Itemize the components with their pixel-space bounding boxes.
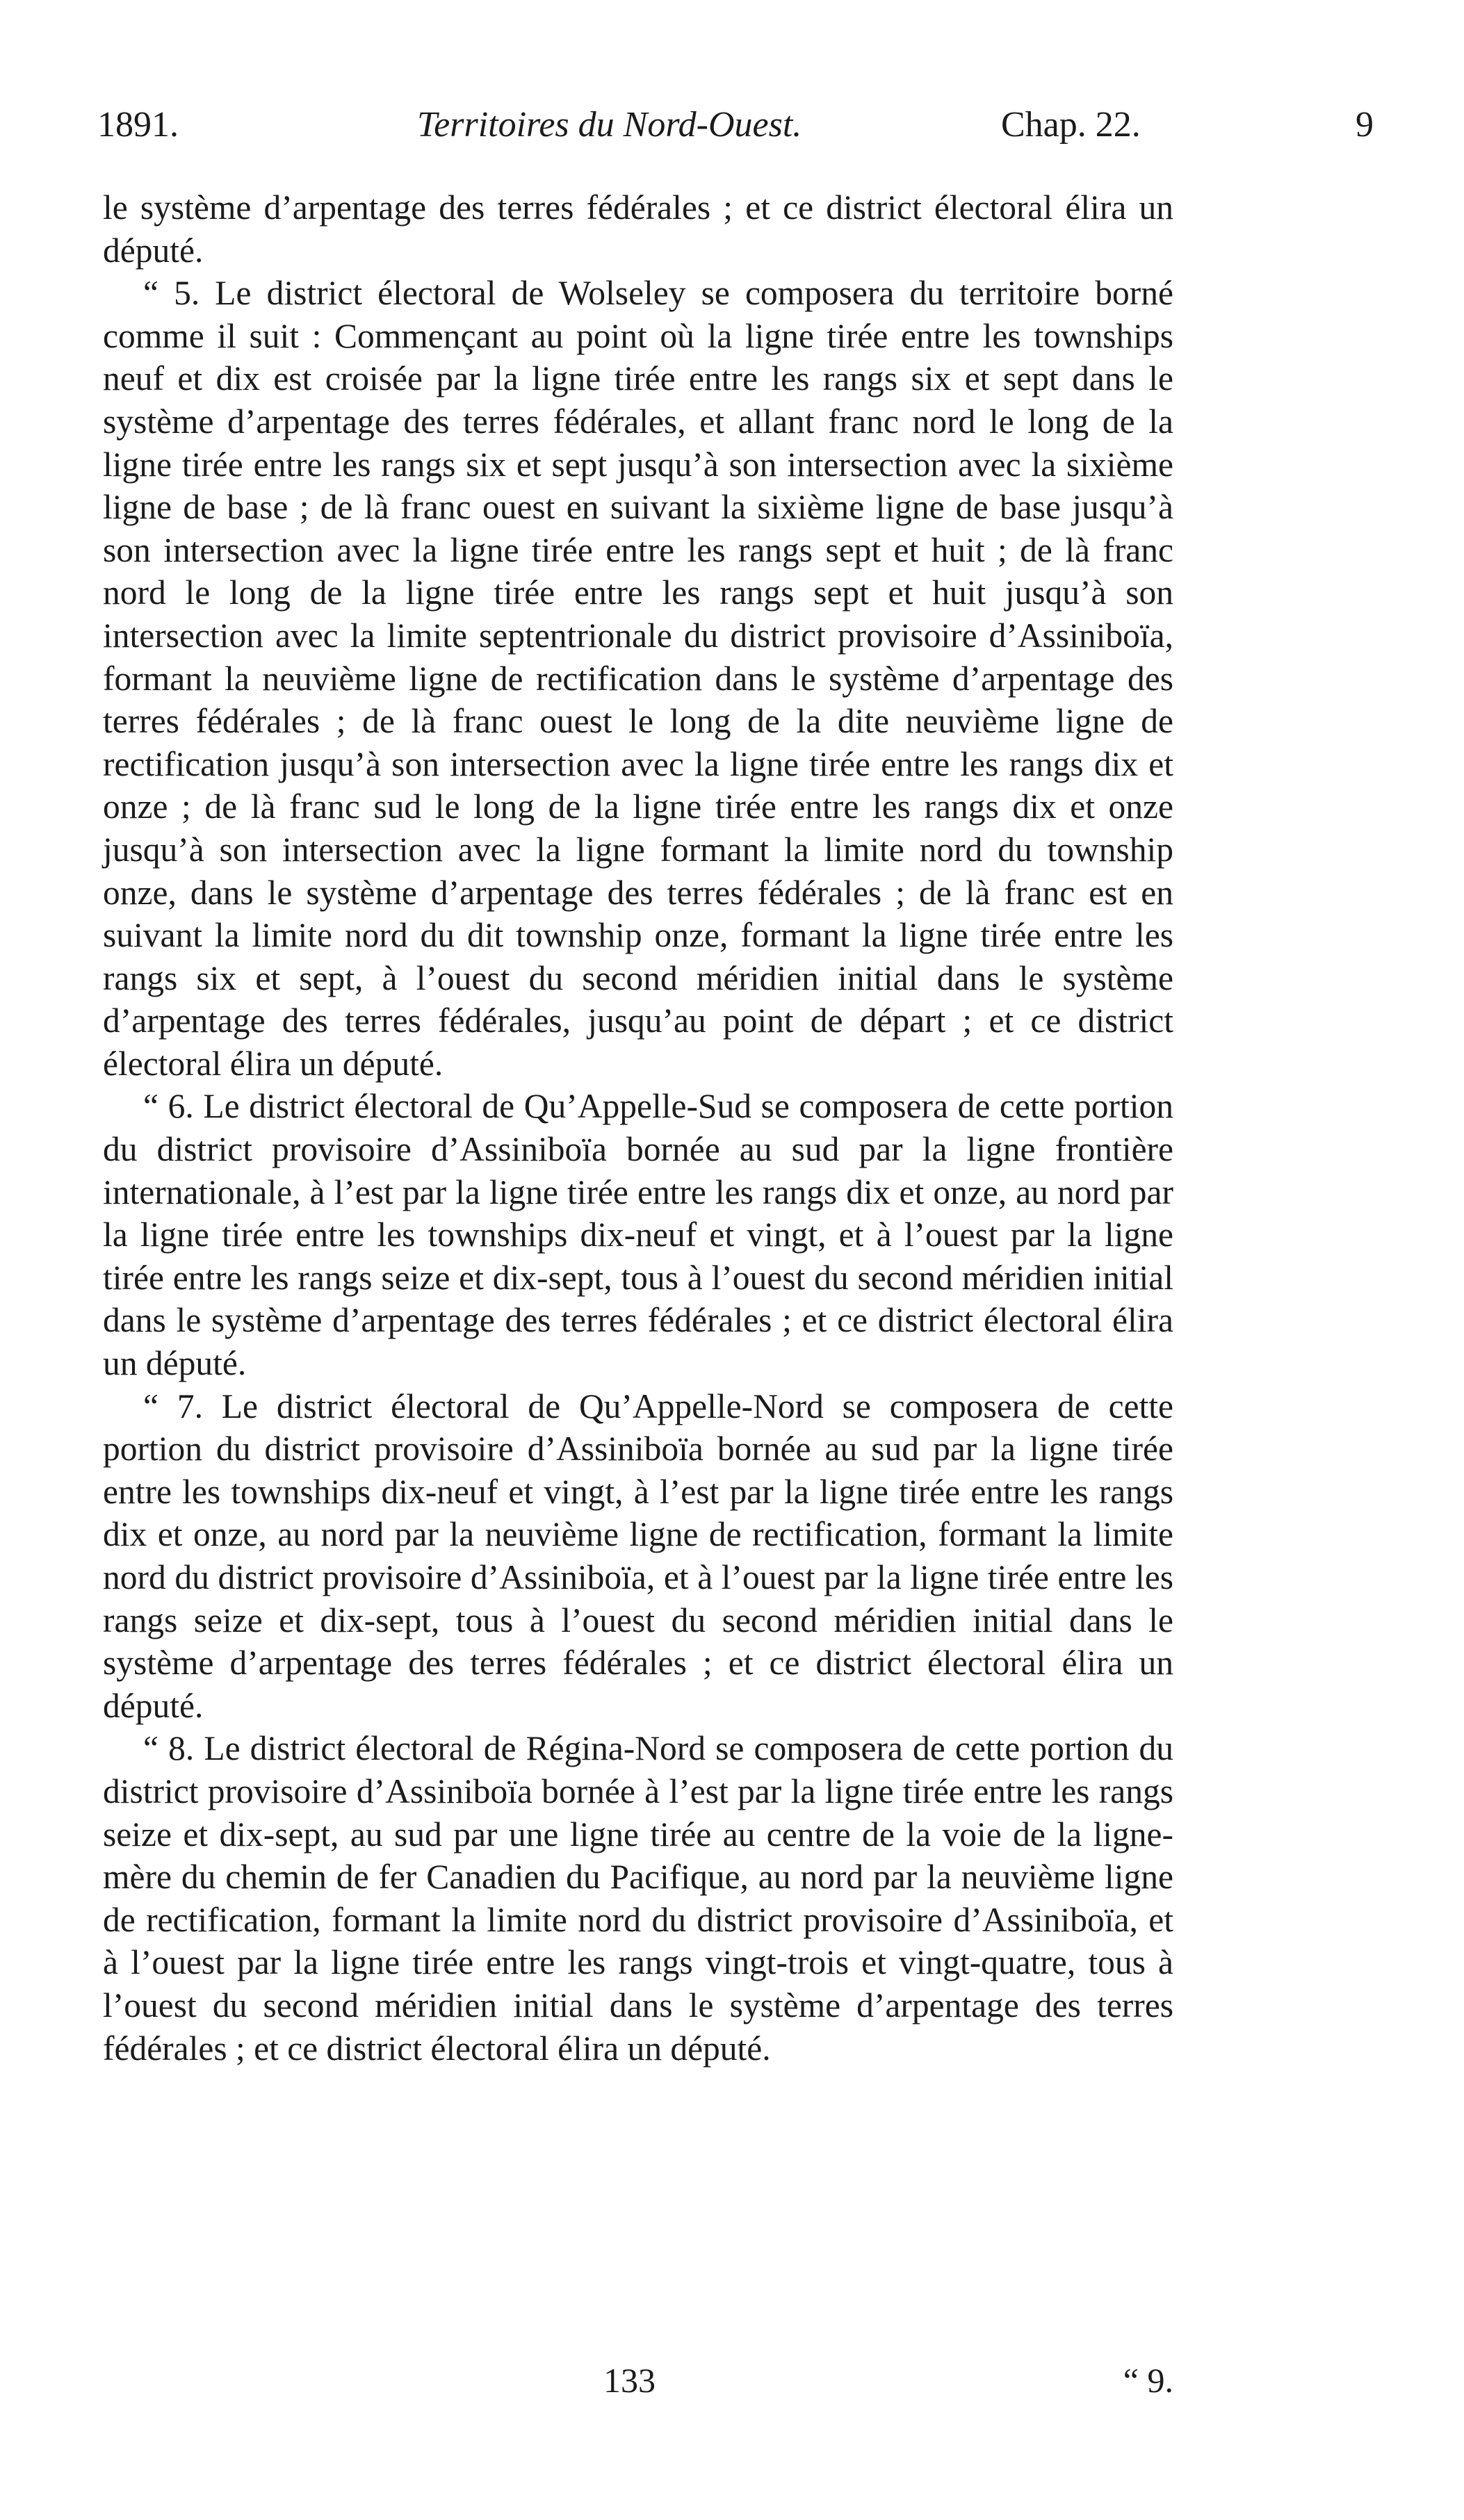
signature-mark: 133	[603, 2361, 656, 2400]
page-body	[103, 186, 1173, 2070]
paragraph-section-7: “ 7. Le district électoral de Qu’Appelle-Nord se composera de cette portion du district provisoire d’Assiniboïa bornée au sud par la ligne tirée entre les townships dix-neuf et vingt, à l’est par la ligne tirée entre les rangs dix et onze, au nord par la neuvième ligne de rectification, formant la limite nord du district provisoire d’Assiniboïa, et à l’ouest par la ligne tirée entre les rangs seize et dix-sept, tous à l’ouest du second méridien initial dans le système d’arpentage des terres fédérales ; et ce district électoral élira un député.	[103, 1386, 1173, 1725]
header-year: 1891.	[97, 105, 179, 145]
page-number: 9	[1356, 105, 1374, 145]
page-footer	[103, 2356, 1173, 2405]
paragraph-section-6: “ 6. Le district électoral de Qu’Appelle-Sud se composera de cette portion du district provisoire d’Assiniboïa bornée au sud par la ligne frontière internationale, à l’est par la ligne tirée entre les rangs dix et onze, au nord par la ligne tirée entre les townships dix-neuf et vingt, et à l’ouest par la ligne tirée entre les rangs seize et dix-sept, tous à l’ouest du second méridien initial dans le système d’arpentage des terres fédérales ; et ce district électoral élira un député.	[103, 1087, 1173, 1383]
paragraph-continuation: le système d’arpentage des terres fédérales ; et ce district électoral élira un député.	[103, 188, 1173, 270]
paragraph-section-8: “ 8. Le district électoral de Régina-Nord se composera de cette portion du district provisoire d’Assiniboïa bornée à l’est par la ligne tirée entre les rangs seize et dix-sept, au sud par une ligne tirée au centre de la voie de la ligne-mère du chemin de fer Canadien du Pacifique, au nord par la neuvième ligne de rectification, formant la limite nord du district provisoire d’Assiniboïa, et à l’ouest par la ligne tirée entre les rangs vingt-trois et vingt-quatre, tous à l’ouest du second méridien initial dans le système d’arpentage des terres fédérales ; et ce district électoral élira un député.	[103, 1729, 1173, 2068]
catchword: “ 9.	[1123, 2361, 1173, 2400]
header-chapter: Chap. 22.	[1001, 105, 1141, 145]
page-header	[97, 97, 1374, 153]
header-title: Territoires du Nord-Ouest.	[417, 105, 802, 145]
paragraph-section-5: “ 5. Le district électoral de Wolseley se composera du territoire borné comme il suit : Commençant au point où la ligne tirée entre les townships neuf et dix est croisée par la ligne tirée entre les rangs six et sept dans le système d’arpentage des terres fédérales, et allant franc nord le long de la ligne tirée entre les rangs six et sept jusqu’à son intersection avec la sixième ligne de base ; de là franc ouest en suivant la sixième ligne de base jusqu’à son intersection avec la ligne tirée entre les rangs sept et huit ; de là franc nord le long de la ligne tirée entre les rangs sept et huit jusqu’à son intersection avec la limite septentrionale du district provisoire d’Assiniboïa, formant la neuvième ligne de rectification dans le système d’arpentage des terres fédérales ; de là franc ouest le long de la dite neuvième ligne de rectification jusqu’à son intersection avec la ligne tirée entre les rangs dix et onze ; de là franc sud le long de la ligne tirée entre les rangs dix et onze jusqu’à son intersection avec la ligne formant la limite nord du township onze, dans le système d’arpentage des terres fédérales ; de là franc est en suivant la limite nord du dit township onze, formant la ligne tirée entre les rangs six et sept, à l’ouest du second méridien initial dans le système d’arpentage des terres fédérales, jusqu’au point de départ ; et ce district électoral élira un député.	[103, 274, 1173, 1083]
